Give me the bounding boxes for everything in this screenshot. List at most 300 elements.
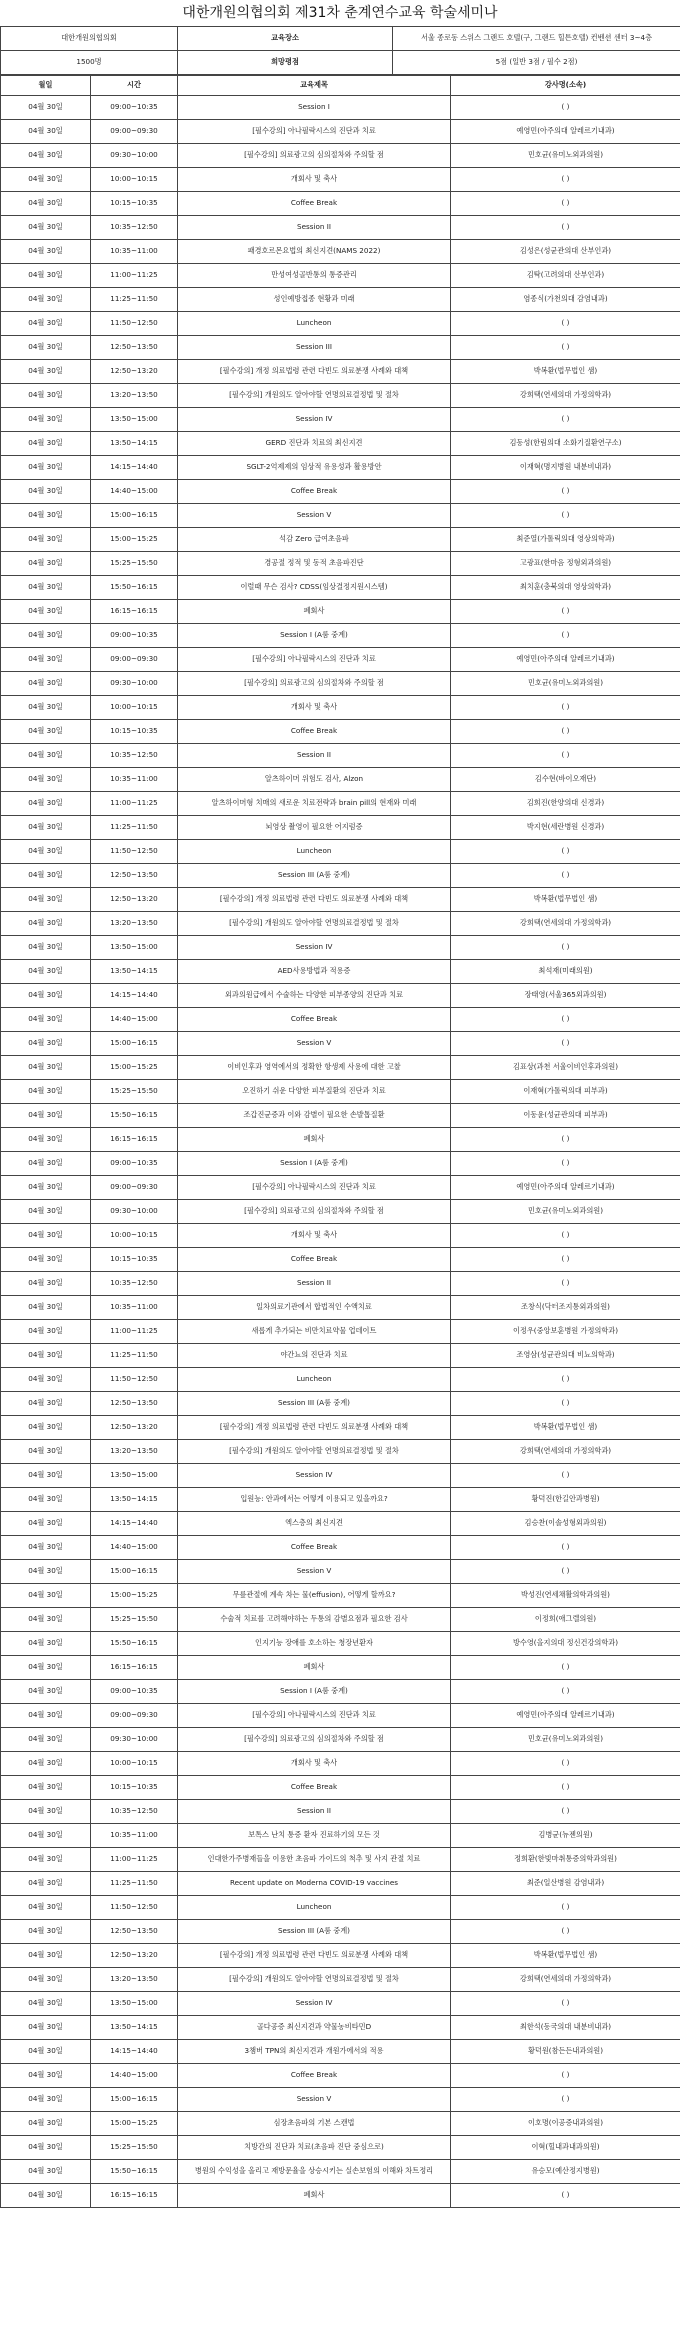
time-cell: 10:35~11:00 xyxy=(91,240,178,264)
speaker-cell: ( ) xyxy=(451,864,680,888)
time-cell: 12:50~13:50 xyxy=(91,1920,178,1944)
speaker-cell: ( ) xyxy=(451,1368,680,1392)
time-cell: 16:15~16:15 xyxy=(91,1656,178,1680)
date-cell: 04월 30일 xyxy=(1,528,91,552)
venue-label: 교육장소 xyxy=(178,27,393,51)
time-cell: 12:50~13:50 xyxy=(91,864,178,888)
time-cell: 15:50~16:15 xyxy=(91,1104,178,1128)
topic-cell: 폐회사 xyxy=(178,1656,451,1680)
table-row xyxy=(1,624,680,648)
topic-cell: [필수강의] 개원의도 알아야할 연명의료결정법 및 절차 xyxy=(178,1968,451,1992)
speaker-cell: 박복환(법무법인 샘) xyxy=(451,360,680,384)
speaker-cell: 박복환(법무법인 샘) xyxy=(451,888,680,912)
speaker-cell: 조창식(닥터조지통외과의원) xyxy=(451,1296,680,1320)
topic-cell: Session V xyxy=(178,1032,451,1056)
table-row xyxy=(1,480,680,504)
speaker-cell: 강희택(연세의대 가정의학과) xyxy=(451,384,680,408)
info-row-venue xyxy=(1,27,680,51)
topic-cell: 개회사 및 축사 xyxy=(178,1752,451,1776)
date-cell: 04월 30일 xyxy=(1,2160,91,2184)
speaker-cell: 김성은(성균관의대 산부인과) xyxy=(451,240,680,264)
table-row xyxy=(1,840,680,864)
table-row xyxy=(1,1800,680,1824)
table-row xyxy=(1,1752,680,1776)
time-cell: 13:50~14:15 xyxy=(91,960,178,984)
date-cell: 04월 30일 xyxy=(1,216,91,240)
table-row xyxy=(1,1776,680,1800)
speaker-cell: 이재혁(가톨릭의대 피부과) xyxy=(451,1080,680,1104)
topic-cell: GERD 진단과 치료의 최신지견 xyxy=(178,432,451,456)
topic-cell: 이비인후과 영역에서의 정확한 항생제 사용에 대한 고찰 xyxy=(178,1056,451,1080)
speaker-cell: 박복환(법무법인 샘) xyxy=(451,1944,680,1968)
topic-cell: AED사용방법과 적용증 xyxy=(178,960,451,984)
speaker-cell: 김탁(고려의대 산부인과) xyxy=(451,264,680,288)
table-row xyxy=(1,1944,680,1968)
topic-cell: [필수강의] 개원의도 알아야할 연명의료결정법 및 절차 xyxy=(178,912,451,936)
speaker-cell: ( ) xyxy=(451,1392,680,1416)
time-cell: 10:35~12:50 xyxy=(91,744,178,768)
date-cell: 04월 30일 xyxy=(1,360,91,384)
speaker-cell: ( ) xyxy=(451,936,680,960)
date-cell: 04월 30일 xyxy=(1,720,91,744)
table-row xyxy=(1,1152,680,1176)
table-row xyxy=(1,1704,680,1728)
topic-cell: Session I (A룸 중계) xyxy=(178,1152,451,1176)
time-cell: 15:00~16:15 xyxy=(91,2088,178,2112)
time-cell: 09:00~10:35 xyxy=(91,624,178,648)
table-row xyxy=(1,1296,680,1320)
speaker-cell: 김표상(과천 서울이비인후과의원) xyxy=(451,1056,680,1080)
time-cell: 13:50~14:15 xyxy=(91,1488,178,1512)
date-cell: 04월 30일 xyxy=(1,1272,91,1296)
time-cell: 15:00~16:15 xyxy=(91,1560,178,1584)
topic-cell: 개회사 및 축사 xyxy=(178,696,451,720)
credit-label: 희망평점 xyxy=(178,51,393,75)
table-row xyxy=(1,600,680,624)
time-cell: 15:50~16:15 xyxy=(91,1632,178,1656)
table-row xyxy=(1,408,680,432)
date-cell: 04월 30일 xyxy=(1,1392,91,1416)
date-cell: 04월 30일 xyxy=(1,168,91,192)
speaker-cell: ( ) xyxy=(451,1128,680,1152)
topic-cell: Session II xyxy=(178,744,451,768)
topic-cell: 무릎관절에 계속 차는 물(effusion), 어떻게 할까요? xyxy=(178,1584,451,1608)
table-row xyxy=(1,264,680,288)
time-cell: 12:50~13:20 xyxy=(91,1416,178,1440)
speaker-cell: 염종식(가천의대 감염내과) xyxy=(451,288,680,312)
date-cell: 04월 30일 xyxy=(1,2064,91,2088)
speaker-cell: 민호균(유미노외과의원) xyxy=(451,144,680,168)
time-cell: 11:00~11:25 xyxy=(91,792,178,816)
time-cell: 14:40~15:00 xyxy=(91,1536,178,1560)
speaker-cell: 이동윤(성균관의대 피부과) xyxy=(451,1104,680,1128)
speaker-cell: 장태영(서울365외과의원) xyxy=(451,984,680,1008)
date-cell: 04월 30일 xyxy=(1,2112,91,2136)
table-row xyxy=(1,1176,680,1200)
topic-cell: Luncheon xyxy=(178,312,451,336)
table-row xyxy=(1,720,680,744)
time-cell: 09:00~10:35 xyxy=(91,1152,178,1176)
date-cell: 04월 30일 xyxy=(1,2040,91,2064)
date-cell: 04월 30일 xyxy=(1,480,91,504)
time-cell: 13:20~13:50 xyxy=(91,1968,178,1992)
time-cell: 10:15~10:35 xyxy=(91,1248,178,1272)
table-row xyxy=(1,2136,680,2160)
table-row xyxy=(1,1440,680,1464)
table-row xyxy=(1,384,680,408)
topic-cell: 알츠하이머 위험도 검사, Alzon xyxy=(178,768,451,792)
speaker-cell: 정희환(한빛마취통증의학과의원) xyxy=(451,1848,680,1872)
topic-cell: Session I (A룸 중계) xyxy=(178,1680,451,1704)
topic-cell: Session I (A룸 중계) xyxy=(178,624,451,648)
info-table xyxy=(0,26,680,75)
table-row xyxy=(1,984,680,1008)
table-row xyxy=(1,336,680,360)
time-cell: 10:00~10:15 xyxy=(91,1752,178,1776)
speaker-cell: ( ) xyxy=(451,96,680,120)
table-row xyxy=(1,1560,680,1584)
speaker-cell: ( ) xyxy=(451,720,680,744)
capacity-cell: 1500명 xyxy=(1,51,178,75)
topic-cell: 개회사 및 축사 xyxy=(178,1224,451,1248)
topic-cell: [필수강의] 개원의도 알아야할 연명의료결정법 및 절차 xyxy=(178,1440,451,1464)
date-cell: 04월 30일 xyxy=(1,1728,91,1752)
date-cell: 04월 30일 xyxy=(1,816,91,840)
date-cell: 04월 30일 xyxy=(1,1848,91,1872)
date-cell: 04월 30일 xyxy=(1,1632,91,1656)
speaker-cell: 이재혁(명지병원 내분비내과) xyxy=(451,456,680,480)
table-row xyxy=(1,1128,680,1152)
date-cell: 04월 30일 xyxy=(1,1920,91,1944)
date-cell: 04월 30일 xyxy=(1,2136,91,2160)
topic-cell: 개회사 및 축사 xyxy=(178,168,451,192)
topic-cell: [필수강의] 개원의도 알아야할 연명의료결정법 및 절차 xyxy=(178,384,451,408)
date-cell: 04월 30일 xyxy=(1,408,91,432)
table-row xyxy=(1,1872,680,1896)
date-cell: 04월 30일 xyxy=(1,312,91,336)
time-cell: 14:40~15:00 xyxy=(91,2064,178,2088)
date-cell: 04월 30일 xyxy=(1,1776,91,1800)
speaker-cell: 박지현(세란병원 신경과) xyxy=(451,816,680,840)
speaker-cell: ( ) xyxy=(451,624,680,648)
topic-cell: [필수강의] 의료광고의 심의절차와 주의할 점 xyxy=(178,144,451,168)
table-row xyxy=(1,1488,680,1512)
time-cell: 11:25~11:50 xyxy=(91,1872,178,1896)
table-row xyxy=(1,1896,680,1920)
organizer-cell: 대한개원의협의회 xyxy=(1,27,178,51)
speaker-cell: 김동성(한림의대 소화기질환연구소) xyxy=(451,432,680,456)
time-cell: 10:35~12:50 xyxy=(91,1800,178,1824)
table-row xyxy=(1,1200,680,1224)
time-cell: 13:20~13:50 xyxy=(91,912,178,936)
time-cell: 09:00~09:30 xyxy=(91,1176,178,1200)
speaker-cell: 예영민(아주의대 알레르기내과) xyxy=(451,1704,680,1728)
topic-cell: Coffee Break xyxy=(178,1776,451,1800)
time-cell: 15:25~15:50 xyxy=(91,1608,178,1632)
speaker-cell: ( ) xyxy=(451,1992,680,2016)
date-cell: 04월 30일 xyxy=(1,432,91,456)
time-cell: 10:35~11:00 xyxy=(91,1824,178,1848)
speaker-cell: ( ) xyxy=(451,480,680,504)
time-cell: 12:50~13:20 xyxy=(91,888,178,912)
date-cell: 04월 30일 xyxy=(1,1152,91,1176)
time-cell: 15:50~16:15 xyxy=(91,2160,178,2184)
time-cell: 15:00~16:15 xyxy=(91,504,178,528)
table-row xyxy=(1,1848,680,1872)
topic-cell: Session IV xyxy=(178,1992,451,2016)
time-cell: 10:15~10:35 xyxy=(91,192,178,216)
topic-cell: Session II xyxy=(178,216,451,240)
speaker-cell: ( ) xyxy=(451,1536,680,1560)
table-row xyxy=(1,2064,680,2088)
topic-cell: Session V xyxy=(178,504,451,528)
speaker-cell: 황덕진(한길안과병원) xyxy=(451,1488,680,1512)
date-cell: 04월 30일 xyxy=(1,1608,91,1632)
speaker-cell: ( ) xyxy=(451,168,680,192)
date-cell: 04월 30일 xyxy=(1,1536,91,1560)
topic-cell: 보톡스 난치 통증 환자 진료하기의 모든 것 xyxy=(178,1824,451,1848)
time-cell: 15:25~15:50 xyxy=(91,1080,178,1104)
speaker-cell: 유승모(예산정지병원) xyxy=(451,2160,680,2184)
date-cell: 04월 30일 xyxy=(1,240,91,264)
topic-cell: Coffee Break xyxy=(178,1536,451,1560)
speaker-cell: 민호균(유미노외과의원) xyxy=(451,672,680,696)
time-cell: 14:40~15:00 xyxy=(91,480,178,504)
date-cell: 04월 30일 xyxy=(1,1008,91,1032)
date-cell: 04월 30일 xyxy=(1,1656,91,1680)
table-row xyxy=(1,504,680,528)
credit-value: 5점 (일반 3점 / 필수 2점) xyxy=(393,51,680,75)
table-row xyxy=(1,1008,680,1032)
topic-cell: Session IV xyxy=(178,936,451,960)
speaker-cell: ( ) xyxy=(451,840,680,864)
time-cell: 10:00~10:15 xyxy=(91,168,178,192)
speaker-cell: 예영민(아주의대 알레르기내과) xyxy=(451,648,680,672)
date-cell: 04월 30일 xyxy=(1,2016,91,2040)
speaker-cell: 강희택(연세의대 가정의학과) xyxy=(451,912,680,936)
speaker-cell: 최치훈(충북의대 영상의학과) xyxy=(451,576,680,600)
date-cell: 04월 30일 xyxy=(1,264,91,288)
time-cell: 11:00~11:25 xyxy=(91,264,178,288)
topic-cell: Luncheon xyxy=(178,840,451,864)
date-cell: 04월 30일 xyxy=(1,1872,91,1896)
date-cell: 04월 30일 xyxy=(1,1224,91,1248)
topic-cell: Session III (A룸 중계) xyxy=(178,1920,451,1944)
speaker-cell: 민호균(유미노외과의원) xyxy=(451,1728,680,1752)
topic-cell: Session III xyxy=(178,336,451,360)
time-cell: 13:50~14:15 xyxy=(91,432,178,456)
date-cell: 04월 30일 xyxy=(1,912,91,936)
table-row xyxy=(1,360,680,384)
date-cell: 04월 30일 xyxy=(1,1368,91,1392)
table-row xyxy=(1,1056,680,1080)
table-row xyxy=(1,1920,680,1944)
topic-cell: 일차의료기관에서 합법적인 수액치료 xyxy=(178,1296,451,1320)
speaker-cell: 민호균(유미노외과의원) xyxy=(451,1200,680,1224)
topic-cell: [필수강의] 아나필락시스의 진단과 치료 xyxy=(178,1704,451,1728)
speaker-cell: ( ) xyxy=(451,1800,680,1824)
time-cell: 09:30~10:00 xyxy=(91,672,178,696)
table-row xyxy=(1,1392,680,1416)
topic-cell: [필수강의] 의료광고의 심의절차와 주의할 점 xyxy=(178,1200,451,1224)
table-row xyxy=(1,168,680,192)
speaker-cell: ( ) xyxy=(451,1752,680,1776)
date-cell: 04월 30일 xyxy=(1,936,91,960)
time-cell: 13:50~15:00 xyxy=(91,408,178,432)
time-cell: 12:50~13:50 xyxy=(91,1392,178,1416)
topic-cell: [필수강의] 의료광고의 심의절차와 주의할 점 xyxy=(178,1728,451,1752)
table-row xyxy=(1,528,680,552)
date-cell: 04월 30일 xyxy=(1,1128,91,1152)
date-cell: 04월 30일 xyxy=(1,696,91,720)
date-cell: 04월 30일 xyxy=(1,456,91,480)
topic-cell: Session III (A룸 중계) xyxy=(178,1392,451,1416)
speaker-cell: ( ) xyxy=(451,2064,680,2088)
time-cell: 10:00~10:15 xyxy=(91,1224,178,1248)
topic-cell: 입원능: 안과에서는 어떻게 이용되고 있을까요? xyxy=(178,1488,451,1512)
topic-cell: [필수강의] 의료광고의 심의절차와 주의할 점 xyxy=(178,672,451,696)
time-cell: 10:35~11:00 xyxy=(91,768,178,792)
time-cell: 15:00~15:25 xyxy=(91,2112,178,2136)
topic-cell: 골다공증 최신지견과 약물농비타민D xyxy=(178,2016,451,2040)
date-cell: 04월 30일 xyxy=(1,1680,91,1704)
table-row xyxy=(1,1344,680,1368)
time-cell: 11:50~12:50 xyxy=(91,1896,178,1920)
date-cell: 04월 30일 xyxy=(1,1344,91,1368)
date-cell: 04월 30일 xyxy=(1,1104,91,1128)
topic-cell: Session III (A룸 중계) xyxy=(178,864,451,888)
speaker-cell: ( ) xyxy=(451,216,680,240)
date-cell: 04월 30일 xyxy=(1,1056,91,1080)
table-row xyxy=(1,432,680,456)
speaker-cell: ( ) xyxy=(451,1920,680,1944)
speaker-cell: ( ) xyxy=(451,1008,680,1032)
speaker-cell: 최준열(가톨릭의대 영상의학과) xyxy=(451,528,680,552)
topic-cell: 폐회사 xyxy=(178,2184,451,2208)
time-cell: 12:50~13:20 xyxy=(91,1944,178,1968)
date-cell: 04월 30일 xyxy=(1,96,91,120)
date-cell: 04월 30일 xyxy=(1,1560,91,1584)
speaker-cell: ( ) xyxy=(451,1224,680,1248)
topic-cell: 이럴때 무슨 검사? CDSS(임상결정지원시스템) xyxy=(178,576,451,600)
date-cell: 04월 30일 xyxy=(1,984,91,1008)
date-cell: 04월 30일 xyxy=(1,1824,91,1848)
venue-value: 서울 종로동 스위스 그랜드 호텔(구, 그랜드 힐튼호텔) 컨벤션 센터 3~4층 xyxy=(393,27,680,51)
table-row xyxy=(1,1728,680,1752)
speaker-cell: ( ) xyxy=(451,744,680,768)
date-cell: 04월 30일 xyxy=(1,1032,91,1056)
time-cell: 16:15~16:15 xyxy=(91,600,178,624)
date-cell: 04월 30일 xyxy=(1,552,91,576)
table-row xyxy=(1,816,680,840)
speaker-cell: 강희택(연세의대 가정의학과) xyxy=(451,1440,680,1464)
table-row xyxy=(1,2088,680,2112)
topic-cell: 수술적 치료를 고려해야하는 두통의 감별요점과 필요한 검사 xyxy=(178,1608,451,1632)
topic-cell: Session I xyxy=(178,96,451,120)
time-cell: 13:20~13:50 xyxy=(91,384,178,408)
speaker-cell: 조영삼(성균관의대 비뇨의학과) xyxy=(451,1344,680,1368)
date-cell: 04월 30일 xyxy=(1,144,91,168)
topic-cell: 조갑진균증과 이와 감별이 필요한 손발톱질환 xyxy=(178,1104,451,1128)
speaker-cell: ( ) xyxy=(451,312,680,336)
topic-cell: [필수강의] 아나필락시스의 진단과 치료 xyxy=(178,1176,451,1200)
speaker-cell: ( ) xyxy=(451,1680,680,1704)
speaker-cell: ( ) xyxy=(451,336,680,360)
time-cell: 10:35~11:00 xyxy=(91,1296,178,1320)
table-row xyxy=(1,1824,680,1848)
time-cell: 13:50~15:00 xyxy=(91,1464,178,1488)
date-cell: 04월 30일 xyxy=(1,1584,91,1608)
col-header-speaker: 강사명(소속) xyxy=(451,76,680,96)
time-cell: 11:00~11:25 xyxy=(91,1320,178,1344)
speaker-cell: 박복환(법무법인 샘) xyxy=(451,1416,680,1440)
table-row xyxy=(1,1320,680,1344)
time-cell: 11:50~12:50 xyxy=(91,312,178,336)
time-cell: 12:50~13:20 xyxy=(91,360,178,384)
topic-cell: 외과의원급에서 수술하는 다양한 피부종양의 진단과 치료 xyxy=(178,984,451,1008)
speaker-cell: ( ) xyxy=(451,2088,680,2112)
time-cell: 15:00~15:25 xyxy=(91,528,178,552)
speaker-cell: ( ) xyxy=(451,1896,680,1920)
topic-cell: [필수강의] 개정 의료법령 관련 다빈도 의료분쟁 사례와 대책 xyxy=(178,1416,451,1440)
date-cell: 04월 30일 xyxy=(1,384,91,408)
topic-cell: Luncheon xyxy=(178,1368,451,1392)
date-cell: 04월 30일 xyxy=(1,1416,91,1440)
speaker-cell: 황덕원(참든든내과의원) xyxy=(451,2040,680,2064)
speaker-cell: ( ) xyxy=(451,2184,680,2208)
speaker-cell: 고광표(한마음 정형외과의원) xyxy=(451,552,680,576)
speaker-cell: 이호명(이공증내과의원) xyxy=(451,2112,680,2136)
speaker-cell: 이정우(중앙보훈병원 가정의학과) xyxy=(451,1320,680,1344)
time-cell: 09:30~10:00 xyxy=(91,144,178,168)
date-cell: 04월 30일 xyxy=(1,1464,91,1488)
schedule-table xyxy=(0,75,680,2208)
col-header-time: 시간 xyxy=(91,76,178,96)
time-cell: 16:15~16:15 xyxy=(91,1128,178,1152)
date-cell: 04월 30일 xyxy=(1,744,91,768)
speaker-cell: ( ) xyxy=(451,1272,680,1296)
speaker-cell: ( ) xyxy=(451,1560,680,1584)
date-cell: 04월 30일 xyxy=(1,1440,91,1464)
date-cell: 04월 30일 xyxy=(1,1320,91,1344)
speaker-cell: ( ) xyxy=(451,1656,680,1680)
time-cell: 13:20~13:50 xyxy=(91,1440,178,1464)
topic-cell: [필수강의] 아나필락시스의 진단과 치료 xyxy=(178,120,451,144)
date-cell: 04월 30일 xyxy=(1,2184,91,2208)
table-row xyxy=(1,1416,680,1440)
date-cell: 04월 30일 xyxy=(1,768,91,792)
speaker-cell: ( ) xyxy=(451,1032,680,1056)
table-row xyxy=(1,1224,680,1248)
speaker-cell: 이혁(힐내과내과의원) xyxy=(451,2136,680,2160)
topic-cell: Coffee Break xyxy=(178,1008,451,1032)
topic-cell: [필수강의] 개정 의료법령 관련 다빈도 의료분쟁 사례와 대책 xyxy=(178,888,451,912)
topic-cell: 인지기능 장애를 호소하는 청장년환자 xyxy=(178,1632,451,1656)
date-cell: 04월 30일 xyxy=(1,648,91,672)
table-row xyxy=(1,1608,680,1632)
speaker-cell: 김수현(바이오재단) xyxy=(451,768,680,792)
table-row xyxy=(1,1632,680,1656)
topic-cell: Coffee Break xyxy=(178,720,451,744)
time-cell: 12:50~13:50 xyxy=(91,336,178,360)
table-row xyxy=(1,1656,680,1680)
speaker-cell: ( ) xyxy=(451,1776,680,1800)
topic-cell: 폐회사 xyxy=(178,600,451,624)
table-row xyxy=(1,792,680,816)
table-row xyxy=(1,240,680,264)
table-row xyxy=(1,672,680,696)
table-row xyxy=(1,576,680,600)
